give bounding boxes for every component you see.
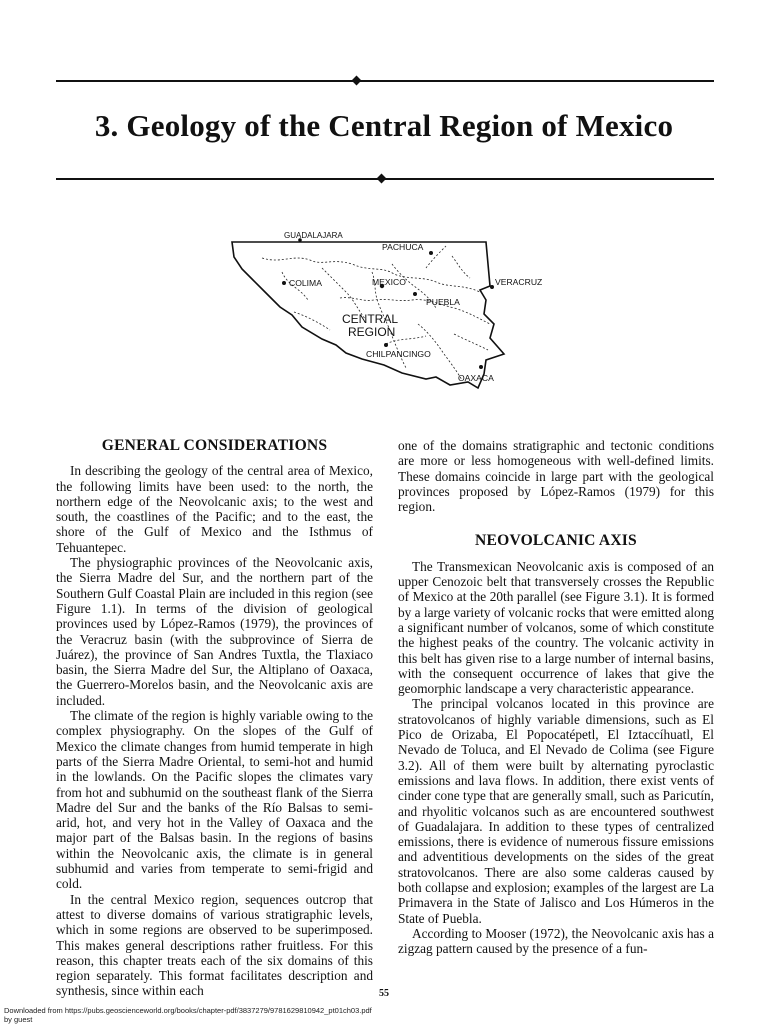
paragraph: The Transmexican Neovolcanic axis is composed of an upper Cenozoic belt that transversely crosses the Republic of Mexico at the 20th parallel (see Figure 3.1). It is formed by a large variety of volcanic rocks that were emitted along a significant number of volcanos, some of which constitute the highest peaks of the country. The volcanic activity in this belt has given rise to a large number of internal basins, with the consequent occurrence of lakes that give the geomorphic landscape a very characteristic appearance. <box>398 558 714 697</box>
paragraph-continuation: one of the domains stratigraphic and tectonic conditions are more or less homogeneous with well-defined limits. These domains coincide in large part with the geological provinces proposed by López-Ramos (1979) for this region. <box>398 438 714 515</box>
bottom-diamond-ornament <box>377 174 387 184</box>
pachuca-dot <box>429 251 433 255</box>
map-label-region: REGION <box>348 325 396 339</box>
central-region-map <box>222 228 552 398</box>
paragraph: In the central Mexico region, sequences outcrop that attest to diverse domains of various stratigraphic levels, which in some regions are observed to be superimposed. This makes general descriptions rather fruitless. For this reason, this chapter treats each of the six domains of this region separately. This format facilitates description and synthesis, since within each <box>56 891 373 999</box>
map-label-puebla: PUEBLA <box>426 297 460 307</box>
page-number: 55 <box>379 988 389 999</box>
veracruz-dot <box>490 285 494 289</box>
footer-guest-line: by guest <box>4 1015 33 1024</box>
puebla-dot <box>413 292 417 296</box>
section-heading-neovolcanic-axis: NEOVOLCANIC AXIS <box>475 532 637 550</box>
section-heading-general-considerations: GENERAL CONSIDERATIONS <box>101 437 328 454</box>
oaxaca-dot <box>479 365 483 369</box>
left-column <box>56 438 373 999</box>
map-label-guadalajara: GUADALAJARA <box>284 231 343 240</box>
right-column <box>398 438 714 957</box>
map-label-central: CENTRAL <box>342 312 399 326</box>
map-label-chilpancingo: CHILPANCINGO <box>366 349 431 359</box>
top-rule <box>56 80 714 82</box>
paragraph: The climate of the region is highly variable owing to the complex physiography. On the slopes of the Gulf of Mexico the climate changes from humid temperate in high parts of the Sierra Madre Oriental, to semi-hot and humid in the lowlands. On the Pacific slopes the climates vary from hot and subhumid on the southeast flank of the Sierra Madre del Sur and the banks of the Río Balsas to semi-arid, hot, and very hot in the Valley of Oaxaca and the major part of the Balsas basin. In the regions of basins within the Neovolcanic axis, the climate is in general subhumid and varies from temperate to semi-frigid and cold. <box>56 708 373 892</box>
footer-download-line: Downloaded from https://pubs.geoscienceworld.org/books/chapter-pdf/3837279/9781629810942_pt01ch03.pdf <box>4 1006 372 1015</box>
paragraph: According to Mooser (1972), the Neovolcanic axis has a zigzag pattern caused by the presence of a fun- <box>398 925 714 957</box>
chilpancingo-dot <box>384 343 388 347</box>
map-label-oaxaca: OAXACA <box>458 373 494 383</box>
chapter-title: 3. Geology of the Central Region of Mexico <box>94 108 674 143</box>
colima-dot <box>282 281 286 285</box>
top-diamond-ornament <box>352 76 362 86</box>
map-label-mexico: MEXICO <box>372 277 406 287</box>
paragraph: The physiographic provinces of the Neovolcanic axis, the Sierra Madre del Sur, and the northern part of the Southern Gulf Coastal Plain are included in this region (see Figure 1.1). In terms of the division of geological provinces used by López-Ramos (1979), the provinces of the Veracruz basin (with the subprovince of Sierra de Juárez), the province of San Andres Tuxtla, the Tlaxiaco basin, the Sierra Madre del Sur, the Altiplano of Oaxaca, the Guerrero-Morelos basin, and the Neovolcanic axis are included. <box>56 555 373 708</box>
map-label-pachuca: PACHUCA <box>382 242 424 252</box>
download-footer <box>4 1006 704 1024</box>
paragraph: In describing the geology of the central area of Mexico, the following limits have been used: to the north, the northern edge of the Neovolcanic axis; to the west and south, the coastlines of the Pacific; and to the east, the shore of the Gulf of Mexico and the Isthmus of Tehuantepec. <box>56 463 373 555</box>
map-label-veracruz: VERACRUZ <box>495 277 543 287</box>
map-label-colima: COLIMA <box>289 278 322 288</box>
paragraph: The principal volcanos located in this province are stratovolcanos of highly variable dimensions, such as El Pico de Orizaba, El Popocatépetl, El Iztaccíhuatl, El Nevado de Toluca, and El Nevado de Colima (see Figure 3.2). All of them were built by alternating pyroclastic emissions and lava flows. In addition, there exist vents of cinder cone type that are generally small, such as Paricutín, and rhyolitic volcanos such as are encountered southwest of Guadalajara. In addition to these types of centralized emissions, there is evidence of numerous fissure emissions and adventitious developments on the sides of the great stratovolcanos. There are also some calderas caused by both collapse and explosion; examples of the largest are La Primavera in the State of Jalisco and Los Húmeros in the State of Puebla. <box>398 696 714 926</box>
